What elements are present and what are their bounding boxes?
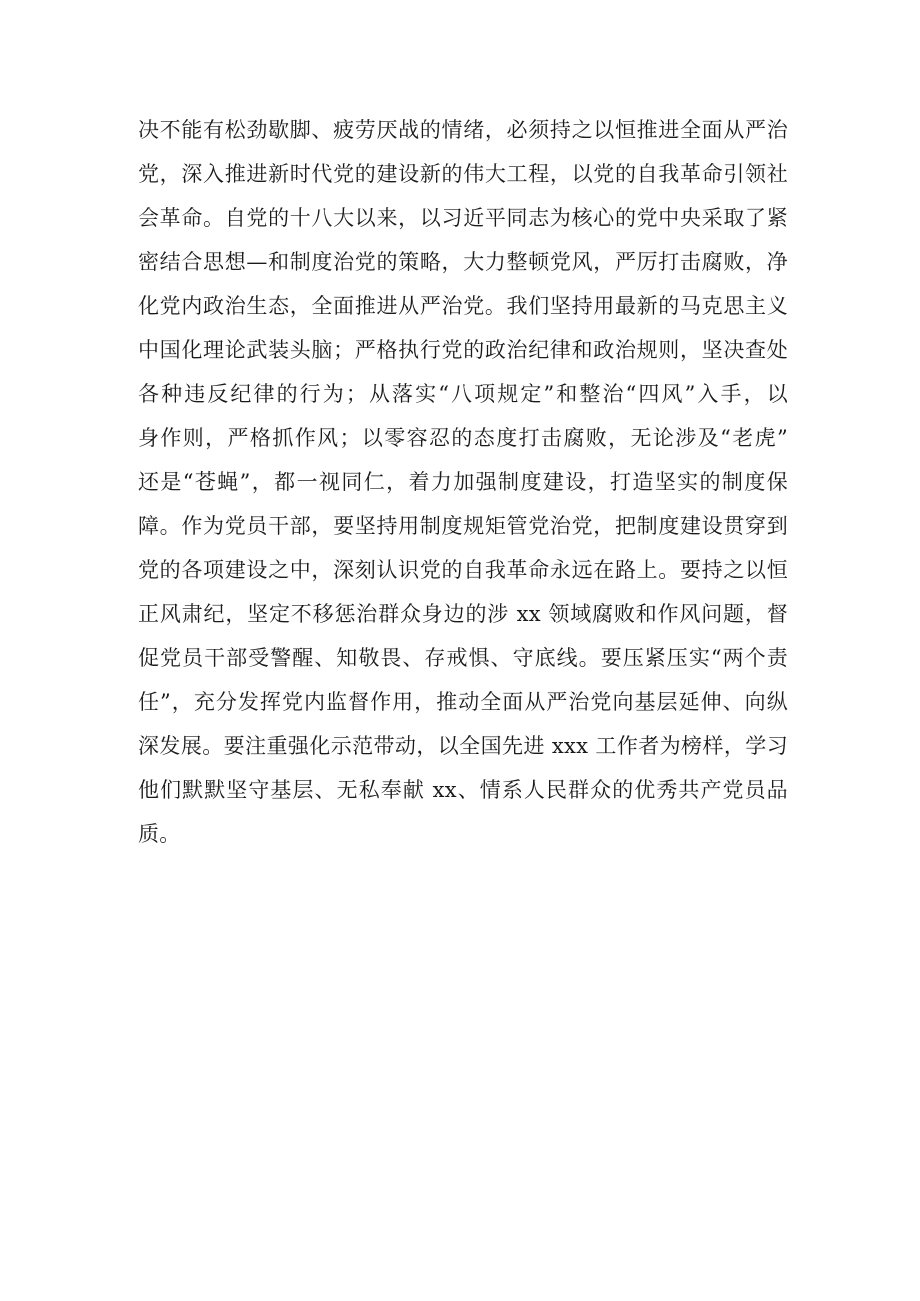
paragraph-line-12: 正风肃纪，坚定不移惩治群众身边的涉 xx 领域腐败和作风问题，督 [138, 602, 788, 626]
paragraph-line-10: 障。作为党员干部，要坚持用制度规矩管党治党，把制度建设贯穿到 [138, 514, 788, 538]
paragraph-line-6: 中国化理论武装头脑；严格执行党的政治纪律和政治规则，坚决查处 [138, 338, 788, 362]
paragraph-line-4: 密结合思想—和制度治党的策略，大力整顿党风，严厉打击腐败，净 [138, 250, 788, 274]
paragraph-line-8: 身作则，严格抓作风；以零容忍的态度打击腐败，无论涉及“老虎” [138, 426, 788, 450]
body-paragraph [138, 108, 788, 856]
paragraph-line-15: 深发展。要注重强化示范带动，以全国先进 xxx 工作者为榜样，学习 [138, 734, 788, 758]
paragraph-line-5: 化党内政治生态，全面推进从严治党。我们坚持用最新的马克思主义 [138, 294, 788, 318]
paragraph-line-1: 决不能有松劲歇脚、疲劳厌战的情绪，必须持之以恒推进全面从严治 [138, 118, 788, 142]
paragraph-line-14: 任”，充分发挥党内监督作用，推动全面从严治党向基层延伸、向纵 [138, 690, 788, 714]
paragraph-line-9: 还是“苍蝇”，都一视同仁，着力加强制度建设，打造坚实的制度保 [138, 470, 788, 494]
paragraph-line-3: 会革命。自党的十八大以来，以习近平同志为核心的党中央采取了紧 [138, 206, 788, 230]
paragraph-line-13: 促党员干部受警醒、知敬畏、存戒惧、守底线。要压紧压实“两个责 [138, 646, 788, 670]
paragraph-line-11: 党的各项建设之中，深刻认识党的自我革命永远在路上。要持之以恒 [138, 558, 788, 582]
paragraph-line-2: 党，深入推进新时代党的建设新的伟大工程，以党的自我革命引领社 [138, 162, 788, 186]
paragraph-line-17: 质。 [138, 822, 181, 846]
paragraph-line-16: 他们默默坚守基层、无私奉献 xx、情系人民群众的优秀共产党员品 [138, 778, 788, 802]
paragraph-line-7: 各种违反纪律的行为；从落实“八项规定”和整治“四风”入手，以 [138, 382, 788, 406]
